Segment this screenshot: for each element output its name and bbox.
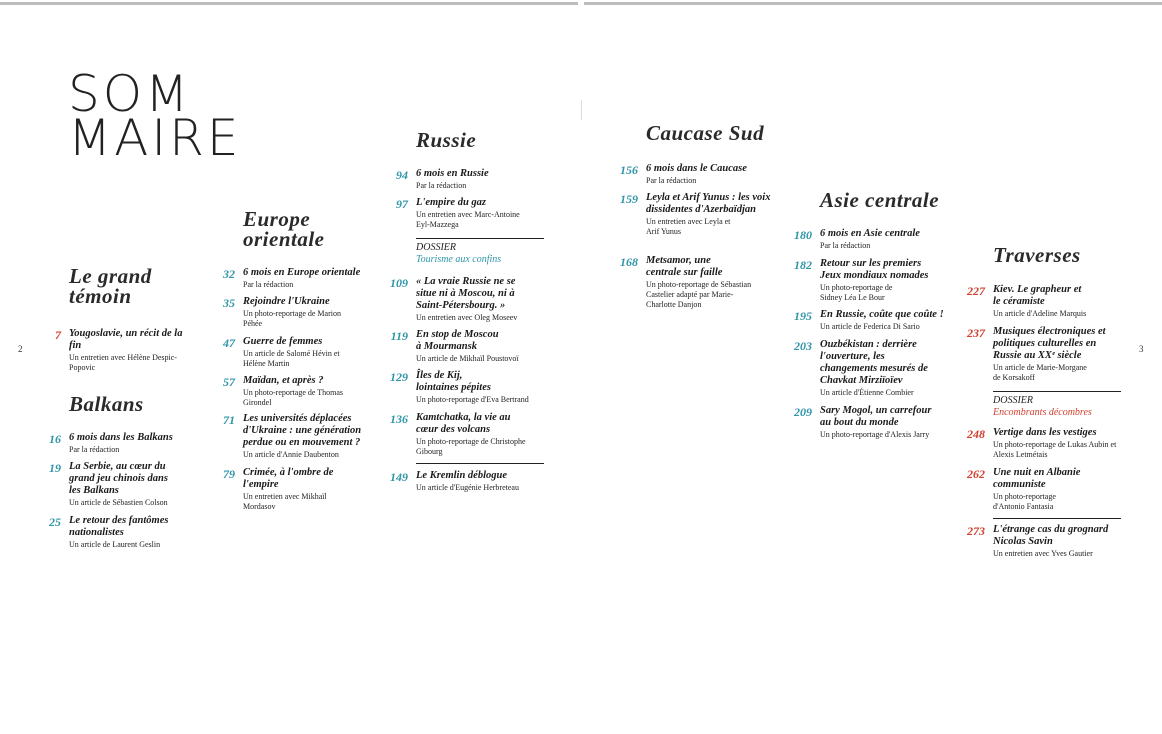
page-number-left: 2 xyxy=(18,344,23,354)
toc-entry[interactable] xyxy=(223,296,353,329)
page-number: 136 xyxy=(390,412,408,426)
entry-title: Le retour des fantômes nationalistes xyxy=(69,515,169,538)
toc-entry[interactable] xyxy=(390,329,546,364)
entry-title: 6 mois en Asie centrale xyxy=(820,228,920,239)
entry-credit: Un photo-reportage de Thomas Girondel xyxy=(243,388,344,407)
toc-entry[interactable] xyxy=(620,163,776,186)
entry-title: « La vraie Russie ne se situe ni à Moscou, ni à Saint-Pétersbourg. » xyxy=(416,276,516,311)
page-number-right: 3 xyxy=(1139,344,1144,354)
page-number: 119 xyxy=(390,329,408,343)
page-number: 149 xyxy=(390,470,408,484)
dossier-block-traverses[interactable] xyxy=(993,395,1123,419)
entry-title: 6 mois en Europe orientale xyxy=(243,267,361,278)
toc-entry[interactable] xyxy=(49,432,194,455)
section-title-europe-orientale: Europe orientale xyxy=(243,207,325,251)
toc-entry[interactable] xyxy=(620,255,761,310)
page-number: 32 xyxy=(223,267,235,281)
entry-title: Musiques électroniques et politiques culturelles en Russie au XXᵉ siècle xyxy=(993,326,1106,361)
section-title-caucase-sud: Caucase Sud xyxy=(646,121,765,145)
dossier-label: DOSSIER xyxy=(416,242,456,253)
entry-title: Metsamor, une centrale sur faille xyxy=(646,255,723,278)
toc-entry[interactable] xyxy=(967,427,1118,460)
entry-title: Yougoslavie, un récit de la fin xyxy=(69,328,183,351)
entry-title: Îles de Kij, lointaines pépites xyxy=(416,370,491,393)
entry-credit: Un article de Laurent Geslin xyxy=(69,540,161,549)
dossier-title: Tourisme aux confins xyxy=(416,254,502,265)
page-number: 129 xyxy=(390,370,408,384)
toc-entry[interactable] xyxy=(794,258,940,303)
entry-title: 6 mois dans le Caucase xyxy=(646,163,747,174)
page-number: 180 xyxy=(794,228,812,242)
toc-entry[interactable] xyxy=(390,470,546,493)
page-number: 25 xyxy=(49,515,61,529)
toc-entry[interactable] xyxy=(396,197,526,230)
section-title-traverses: Traverses xyxy=(993,243,1081,267)
toc-entry[interactable] xyxy=(223,413,368,460)
dossier-label: DOSSIER xyxy=(993,395,1033,406)
toc-entry[interactable] xyxy=(794,228,950,251)
entry-credit: Un article de Sébastien Colson xyxy=(69,498,168,507)
toc-entry[interactable] xyxy=(967,326,1113,383)
entry-title: Kiev. Le grapheur et le céramiste xyxy=(993,284,1082,307)
toc-entry[interactable] xyxy=(794,309,950,332)
entry-credit: Un article d'Annie Daubenton xyxy=(243,450,339,459)
entry-credit: Un entretien avec Oleg Moseev xyxy=(416,313,518,322)
divider xyxy=(993,391,1121,392)
section-title-balkans: Balkans xyxy=(69,392,144,416)
entry-credit: Un article de Marie-Morgane de Korsakoff xyxy=(993,363,1087,382)
page-number: 19 xyxy=(49,461,61,475)
page-number: 195 xyxy=(794,309,812,323)
page-number: 71 xyxy=(223,413,235,427)
page-number: 209 xyxy=(794,405,812,419)
toc-entry[interactable] xyxy=(967,524,1138,559)
dossier-block-russie[interactable] xyxy=(416,242,546,266)
entry-title: Rejoindre l'Ukraine xyxy=(243,296,330,307)
page-number: 79 xyxy=(223,467,235,481)
entry-title: Guerre de femmes xyxy=(243,336,323,347)
page-number: 7 xyxy=(55,328,61,342)
entry-credit: Un article d'Étienne Combier xyxy=(820,388,914,397)
entry-title: Vertige dans les vestiges xyxy=(993,427,1097,438)
entry-title: Une nuit en Albanie communiste xyxy=(993,467,1081,490)
entry-credit: Un article de Salomé Hévin et Hélène Martin xyxy=(243,349,340,368)
entry-credit: Un photo-reportage de Sidney Léa Le Bour xyxy=(820,283,893,302)
toc-entry[interactable] xyxy=(390,276,526,323)
entry-title: Kamtchatka, la vie au cœur des volcans xyxy=(416,412,511,435)
entry-credit: Par la rédaction xyxy=(243,280,294,289)
entry-title: 6 mois en Russie xyxy=(416,168,489,179)
entry-credit: Un entretien avec Hélène Despic-Popovic xyxy=(69,353,177,372)
page-number: 156 xyxy=(620,163,638,177)
entry-credit: Un entretien avec Mikhaïl Mordasov xyxy=(243,492,327,511)
sommaire-logo xyxy=(68,65,242,167)
toc-entry[interactable] xyxy=(223,375,353,408)
entry-credit: Un article d'Adeline Marquis xyxy=(993,309,1087,318)
page-number: 97 xyxy=(396,197,408,211)
top-border-right xyxy=(584,2,1162,5)
entry-credit: Un article de Mikhaïl Poustovoï xyxy=(416,354,519,363)
entry-credit: Un entretien avec Marc-Antoine Eyl-Mazzega xyxy=(416,210,520,229)
toc-entry[interactable] xyxy=(967,284,1113,319)
toc-entry[interactable] xyxy=(620,192,771,237)
toc-entry[interactable] xyxy=(794,339,930,398)
entry-credit: Un photo-reportage d'Alexis Jarry xyxy=(820,430,930,439)
entry-credit: Par la rédaction xyxy=(69,445,120,454)
divider xyxy=(416,463,544,464)
entry-credit: Un photo-reportage d'Eva Bertrand xyxy=(416,395,529,404)
entry-credit: Par la rédaction xyxy=(646,176,697,185)
toc-entry[interactable] xyxy=(967,467,1103,512)
entry-credit: Un entretien avec Leyla et Arif Yunus xyxy=(646,217,731,236)
top-border-left xyxy=(0,2,578,5)
logo-line-1: SOM xyxy=(68,65,192,123)
entry-credit: Un photo-reportage de Sébastian Castelier adapté par Marie-Charlotte Danjon xyxy=(646,280,752,309)
dossier-title: Encombrants décombres xyxy=(993,407,1092,418)
toc-entry[interactable] xyxy=(49,461,179,508)
entry-title: 6 mois dans les Balkans xyxy=(69,432,173,443)
page-number: 94 xyxy=(396,168,408,182)
toc-entry[interactable] xyxy=(55,328,189,373)
section-title-grand-temoin: Le grand témoin xyxy=(69,264,152,308)
entry-credit: Un photo-reportage de Christophe Gibourg xyxy=(416,437,526,456)
section-title-asie-centrale: Asie centrale xyxy=(820,188,940,212)
entry-title: Sary Mogol, un carrefour au bout du monde xyxy=(820,405,932,428)
entry-title: La Serbie, au cœur du grand jeu chinois dans les Balkans xyxy=(69,461,168,496)
divider xyxy=(993,518,1121,519)
entry-credit: Un article de Federica Di Sario xyxy=(820,322,920,331)
entry-title: Maïdan, et après ? xyxy=(243,375,324,386)
page-number: 248 xyxy=(967,427,985,441)
entry-credit: Un photo-reportage d'Antonio Fantasia xyxy=(993,492,1056,511)
toc-entry[interactable] xyxy=(390,370,551,405)
entry-title: Les universités déplacées d'Ukraine : une génération perdue ou en mouvement ? xyxy=(243,413,362,448)
toc-entry[interactable] xyxy=(223,467,338,512)
entry-credit: Un article d'Eugénie Herbreteau xyxy=(416,483,519,492)
toc-entry[interactable] xyxy=(390,412,526,457)
page-number: 237 xyxy=(967,326,985,340)
toc-entry[interactable] xyxy=(794,405,945,440)
page-number: 47 xyxy=(223,336,235,350)
entry-credit: Par la rédaction xyxy=(820,241,871,250)
page-number: 16 xyxy=(49,432,61,446)
page-number: 168 xyxy=(620,255,638,269)
entry-credit: Un entretien avec Yves Gautier xyxy=(993,549,1093,558)
entry-title: Ouzbékistan : derrière l'ouverture, les changements mesurés de Chavkat Mirziïoïev xyxy=(820,339,928,386)
page-number: 35 xyxy=(223,296,235,310)
entry-title: Retour sur les premiers Jeux mondiaux nomades xyxy=(820,258,929,281)
entry-title: En stop de Moscou à Mourmansk xyxy=(416,329,499,352)
entry-title: L'étrange cas du grognard Nicolas Savin xyxy=(993,524,1109,547)
toc-entry[interactable] xyxy=(223,267,373,290)
toc-entry[interactable] xyxy=(49,515,189,550)
page-number: 227 xyxy=(967,284,985,298)
page-number: 159 xyxy=(620,192,638,206)
toc-entry[interactable] xyxy=(223,336,353,369)
page-fold-mark-top xyxy=(581,100,582,120)
entry-credit: Un photo-reportage de Marion Péhée xyxy=(243,309,341,328)
entry-title: Le Kremlin déblogue xyxy=(416,470,507,481)
entry-title: En Russie, coûte que coûte ! xyxy=(820,309,944,320)
entry-title: Leyla et Arif Yunus : les voix dissidentes d'Azerbaïdjan xyxy=(646,192,771,215)
page-number: 109 xyxy=(390,276,408,290)
logo-line-2: MAIRE xyxy=(68,109,242,167)
divider xyxy=(416,238,544,239)
page-number: 57 xyxy=(223,375,235,389)
page-number: 182 xyxy=(794,258,812,272)
toc-entry[interactable] xyxy=(396,168,541,191)
section-title-russie: Russie xyxy=(416,128,477,152)
page-number: 273 xyxy=(967,524,985,538)
entry-title: L'empire du gaz xyxy=(416,197,486,208)
entry-title: Crimée, à l'ombre de l'empire xyxy=(243,467,334,490)
entry-credit: Un photo-reportage de Lukas Aubin et Alexis Letmétais xyxy=(993,440,1117,459)
page-number: 203 xyxy=(794,339,812,353)
page-number: 262 xyxy=(967,467,985,481)
entry-credit: Par la rédaction xyxy=(416,181,467,190)
